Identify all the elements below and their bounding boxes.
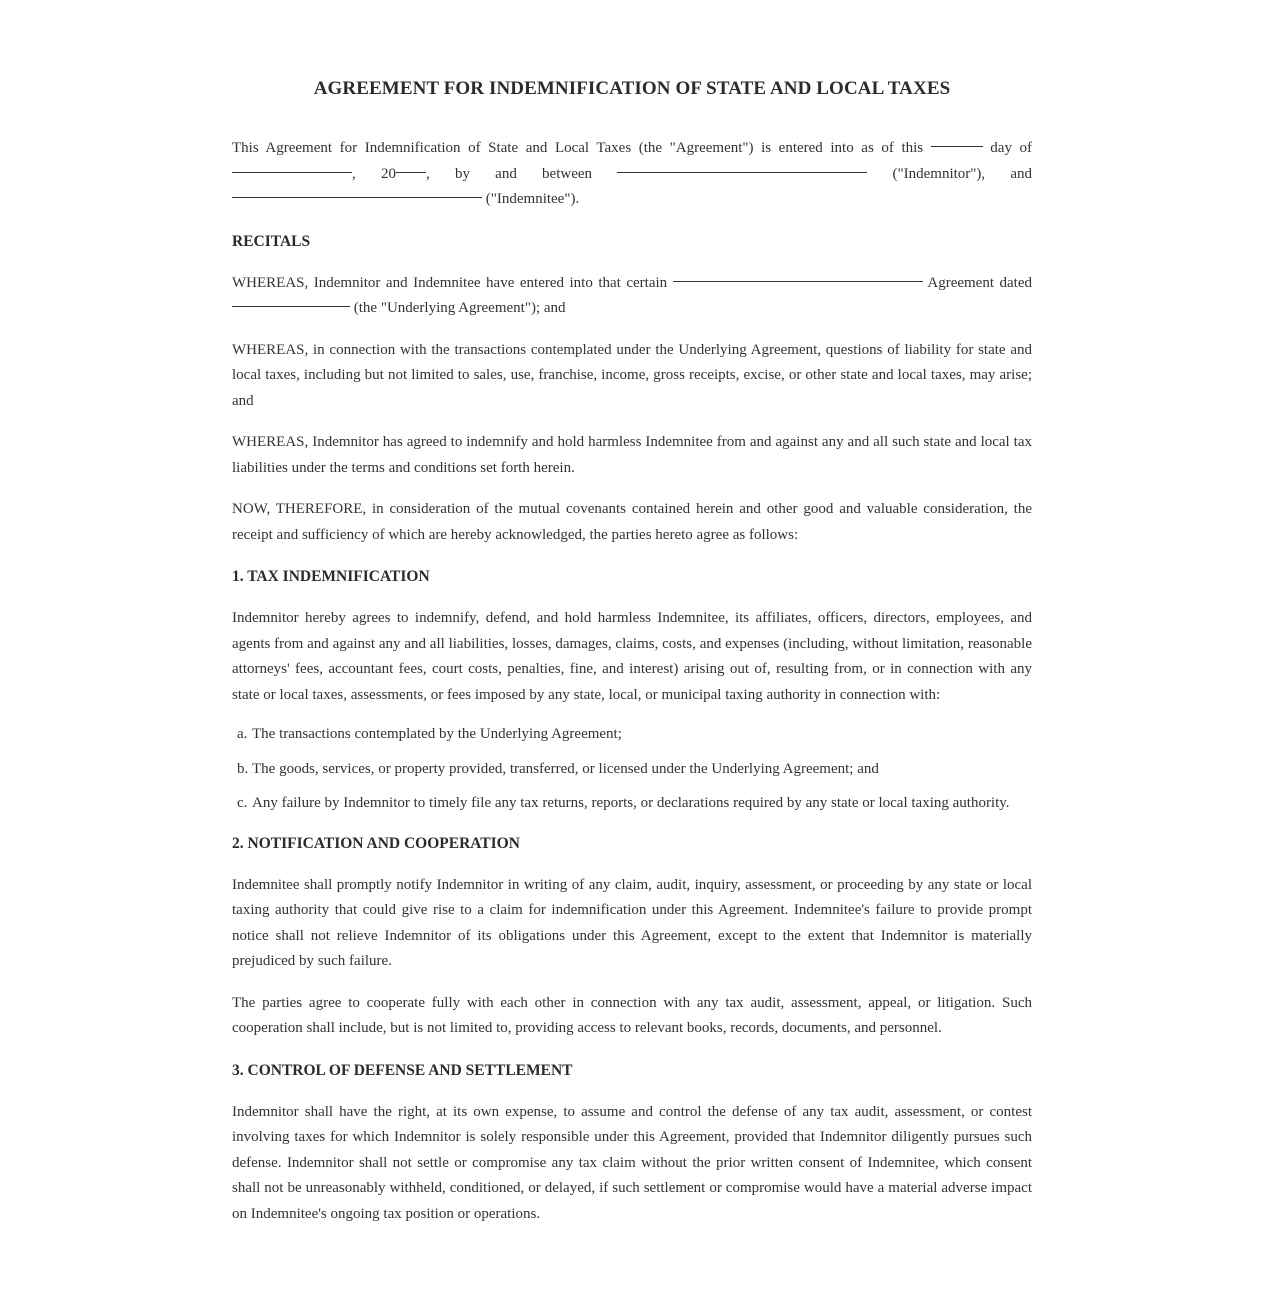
list-item bbox=[232, 722, 1032, 748]
day-blank[interactable] bbox=[931, 145, 983, 147]
list-marker: a. bbox=[237, 726, 248, 742]
section-1-body: Indemnitor hereby agrees to indemnify, defend, and hold harmless Indemnitee, its affiliates, officers, directors, employees, and agents from and against any and all liabilities, losses, damages, claims, costs, and expenses (including, without limitation, reasonable attorneys' fees, accountant fees, court costs, penalties, fine, and interest) arising out of, resulting from, or in connection with any state or local taxes, assessments, or fees imposed by any state, local, or municipal taxing authority in connection with: bbox=[232, 610, 1032, 703]
section-1-list bbox=[232, 722, 1032, 817]
document-title: AGREEMENT FOR INDEMNIFICATION OF STATE AND LOCAL TAXES bbox=[313, 78, 951, 99]
list-marker: c. bbox=[237, 795, 248, 811]
section-3-paragraph-1: Indemnitor shall have the right, at its own expense, to assume and control the defense of any tax audit, assessment, or contest involving taxes for which Indemnitor is solely responsible under this Agreement, provided that Indemnitor diligently pursues such defense. Indemnitor shall not settle or compromise any tax claim without the prior written consent of Indemnitee, which consent shall not be unreasonably withheld, conditioned, or delayed, if such settlement or compromise would have a material adverse impact on Indemnitee's ongoing tax position or operations. bbox=[232, 1103, 1032, 1222]
agreement-date-blank[interactable] bbox=[232, 305, 350, 307]
whereas-paragraph-1 bbox=[232, 271, 1032, 322]
underlying-agreement-blank[interactable] bbox=[673, 280, 923, 282]
intro-text-2: day of bbox=[990, 140, 1033, 156]
section-2-heading: 2. NOTIFICATION AND COOPERATION bbox=[232, 834, 520, 852]
whereas1-text-b: Agreement dated bbox=[927, 274, 1033, 291]
intro-text-3: , by and between bbox=[425, 165, 593, 182]
list-item-text: Any failure by Indemnitor to timely file any tax returns, reports, or declarations required by any state or local taxing authority. bbox=[252, 795, 1010, 811]
list-item bbox=[232, 757, 1032, 783]
now-therefore-paragraph: NOW, THEREFORE, in consideration of the mutual covenants contained herein and other good and valuable consideration, the receipt and sufficiency of which are hereby acknowledged, the parties hereto agree as follows: bbox=[232, 501, 1032, 543]
intro-paragraph-end bbox=[232, 187, 1032, 213]
section-3-heading: 3. CONTROL OF DEFENSE AND SETTLEMENT bbox=[232, 1061, 573, 1079]
year-blank[interactable] bbox=[396, 171, 426, 173]
intro-text-1: This Agreement for Indemnification of State and Local Taxes (the "Agreement") is entered into as of this bbox=[232, 140, 924, 156]
indemnitee-blank[interactable] bbox=[232, 196, 482, 198]
recitals-heading: RECITALS bbox=[232, 232, 311, 250]
list-item-text: The transactions contemplated by the Underlying Agreement; bbox=[252, 726, 622, 742]
intro-paragraph bbox=[232, 136, 1032, 187]
intro-comma: , bbox=[352, 165, 356, 182]
month-blank[interactable] bbox=[232, 171, 352, 173]
section-1-heading: 1. TAX INDEMNIFICATION bbox=[232, 568, 430, 585]
whereas-paragraph-2: WHEREAS, in connection with the transactions contemplated under the Underlying Agreement, questions of liability for state and local taxes, including but not limited to sales, use, franchise, income, gross receipts, excise, or other state and local taxes, may arise; and bbox=[232, 341, 1032, 409]
section-2-paragraph-1: Indemnitee shall promptly notify Indemnitor in writing of any claim, audit, inquiry, assessment, or proceeding by any state or local taxing authority that could give rise to a claim for indemnification under this Agreement. Indemnitee's failure to provide prompt notice shall not relieve Indemnitor of its obligations under this Agreement, except to the extent that Indemnitor is materially prejudiced by such failure. bbox=[232, 876, 1032, 969]
whereas1-text-a: WHEREAS, Indemnitor and Indemnitee have entered into that certain bbox=[232, 274, 668, 291]
intro-indemnitee: ("Indemnitee"). bbox=[485, 191, 580, 207]
document-body bbox=[232, 136, 1032, 1243]
section-2-paragraph-2: The parties agree to cooperate fully with each other in connection with any tax audit, assessment, appeal, or litigation. Such cooperation shall include, but is not limited to, providing access to relevant books, records, documents, and personnel. bbox=[232, 994, 1032, 1036]
indemnitor-blank[interactable] bbox=[617, 171, 867, 173]
list-item-text: The goods, services, or property provided, transferred, or licensed under the Underlying Agreement; and bbox=[252, 760, 879, 777]
intro-indemnitor: ("Indemnitor"), and bbox=[892, 165, 1033, 182]
whereas1-text-c: (the "Underlying Agreement"); and bbox=[353, 300, 566, 316]
whereas-paragraph-3: WHEREAS, Indemnitor has agreed to indemnify and hold harmless Indemnitee from and against any and all such state and local tax liabilities under the terms and conditions set forth herein. bbox=[232, 434, 1032, 476]
list-item bbox=[232, 791, 1032, 817]
intro-twenty: 20 bbox=[380, 165, 396, 182]
list-marker: b. bbox=[237, 760, 249, 777]
